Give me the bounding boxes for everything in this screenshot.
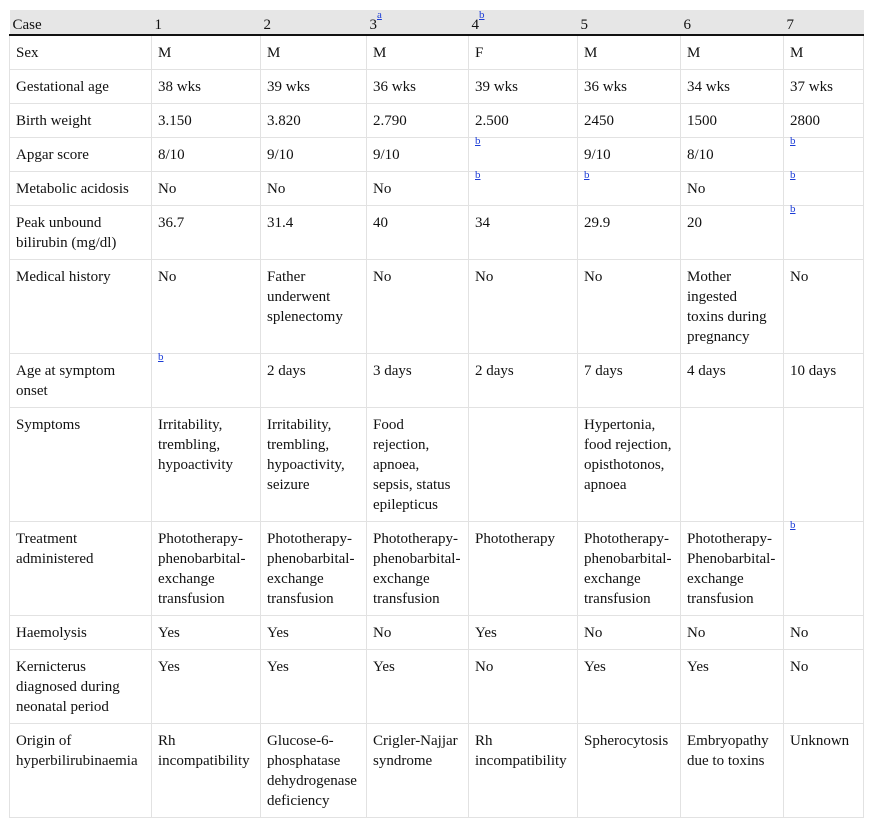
table-cell: 36.7 [152,206,261,260]
footnote-link[interactable]: b [790,203,796,215]
footnote-link[interactable]: b [475,169,481,181]
table-cell: 37 wks [784,70,864,104]
table-cell [784,519,864,616]
table-cell: 40 [367,206,469,260]
header-case-7 [784,10,864,35]
case-table-container [9,10,863,818]
table-row [10,172,864,206]
table-cell: No [578,616,681,650]
table-cell: Glucose-6-phosphatase dehydrogenase deficiency [261,724,367,818]
table-cell: Yes [367,650,469,724]
table-cell: Unknown [784,724,864,818]
table-cell: No [784,650,864,724]
table-cell [469,135,578,172]
header-case-number: 3 [369,17,377,33]
table-cell: No [681,172,784,206]
header-case-5 [578,10,681,35]
table-cell: Phototherapy [469,522,578,616]
table-cell: 4 days [681,354,784,408]
table-cell: Crigler-Najjar syndrome [367,724,469,818]
case-table [9,10,864,818]
table-body [10,35,864,818]
row-label: Haemolysis [10,616,152,650]
table-cell: 2 days [469,354,578,408]
table-cell [469,408,578,522]
row-label: Treatment administered [10,522,152,616]
table-cell [578,169,681,206]
table-row [10,408,864,522]
table-cell: M [261,35,367,70]
table-cell: M [681,35,784,70]
table-cell: Yes [469,616,578,650]
header-case-3 [367,10,469,35]
table-cell: Food rejection, apnoea, sepsis, status epilepticus [367,408,469,522]
table-cell: 8/10 [681,138,784,172]
footnote-link[interactable]: b [790,519,796,531]
table-cell: Irritability, trembling, hypoactivity [152,408,261,522]
table-cell: 31.4 [261,206,367,260]
table-cell [469,169,578,206]
table-cell: Rh incompatibility [152,724,261,818]
row-label: Metabolic acidosis [10,172,152,206]
table-cell: 3.820 [261,104,367,138]
header-case-6 [681,10,784,35]
row-label: Gestational age [10,70,152,104]
header-case-1 [152,10,261,35]
table-row [10,650,864,724]
table-cell: No [152,172,261,206]
table-cell: No [469,650,578,724]
table-cell: 2 days [261,354,367,408]
table-cell: No [784,260,864,354]
header-case-number: 6 [683,17,691,33]
table-cell: 2.500 [469,104,578,138]
table-row [10,260,864,354]
table-cell [152,351,261,408]
table-row [10,616,864,650]
row-label: Sex [10,35,152,70]
table-cell: 38 wks [152,70,261,104]
header-case-number: 5 [580,17,588,33]
table-cell: Yes [681,650,784,724]
table-cell: No [681,616,784,650]
row-label: Symptoms [10,408,152,522]
table-cell: Rh incompatibility [469,724,578,818]
header-case-number: 2 [263,17,271,33]
table-cell: 39 wks [261,70,367,104]
table-cell [784,169,864,206]
table-cell: No [367,172,469,206]
table-cell: 9/10 [578,138,681,172]
table-cell: 34 [469,206,578,260]
table-cell: 10 days [784,354,864,408]
table-cell: Yes [261,650,367,724]
table-cell: 3 days [367,354,469,408]
header-case-number: 7 [786,17,794,33]
footnote-link[interactable]: a [377,8,382,21]
table-cell: M [578,35,681,70]
table-cell: 34 wks [681,70,784,104]
header-case-4 [469,10,578,35]
table-cell: Yes [152,650,261,724]
table-cell: 2.790 [367,104,469,138]
table-row [10,206,864,260]
table-cell: 36 wks [578,70,681,104]
table-cell: Yes [152,616,261,650]
header-label: Case [10,10,152,35]
header-case-number: 1 [154,17,162,33]
table-cell: Phototherapy-phenobarbital-exchange transfusion [578,522,681,616]
footnote-link[interactable]: b [584,169,590,181]
table-cell: No [784,616,864,650]
table-cell [681,408,784,522]
table-cell: Spherocytosis [578,724,681,818]
row-label: Birth weight [10,104,152,138]
table-cell [784,408,864,522]
footnote-link[interactable]: b [475,135,481,147]
table-cell: Phototherapy-phenobarbital-exchange transfusion [367,522,469,616]
table-cell: Yes [261,616,367,650]
table-row [10,724,864,818]
table-cell: Phototherapy-Phenobarbital-exchange transfusion [681,522,784,616]
table-cell: No [261,172,367,206]
table-cell: 2450 [578,104,681,138]
table-cell: F [469,35,578,70]
table-cell: Irritability, trembling, hypoactivity, seizure [261,408,367,522]
row-label: Origin of hyperbilirubinaemia [10,724,152,818]
table-cell: 9/10 [261,138,367,172]
table-cell: 7 days [578,354,681,408]
table-header-row [10,10,864,35]
table-cell: No [578,260,681,354]
table-cell: 9/10 [367,138,469,172]
table-cell: 2800 [784,104,864,138]
row-label: Apgar score [10,138,152,172]
table-cell: Yes [578,650,681,724]
row-label: Medical history [10,260,152,354]
table-cell: No [152,260,261,354]
header-case-number: 4 [471,17,479,33]
table-cell: Mother ingested toxins during pregnancy [681,260,784,354]
table-cell: M [367,35,469,70]
table-row [10,354,864,408]
table-cell: No [367,616,469,650]
table-row [10,104,864,138]
table-row [10,138,864,172]
table-cell: No [469,260,578,354]
table-cell: 36 wks [367,70,469,104]
footnote-link[interactable]: b [479,8,485,21]
table-cell: 29.9 [578,206,681,260]
table-cell: Phototherapy-phenobarbital-exchange transfusion [152,522,261,616]
table-cell [784,203,864,260]
table-cell: 39 wks [469,70,578,104]
table-cell: Hypertonia, food rejection, opisthotonos, apnoea [578,408,681,522]
table-cell: M [152,35,261,70]
table-cell: Father underwent splenectomy [261,260,367,354]
table-cell [784,135,864,172]
table-row [10,70,864,104]
table-row [10,522,864,616]
row-label: Kernicterus diagnosed during neonatal period [10,650,152,724]
header-case-2 [261,10,367,35]
table-row [10,35,864,70]
table-cell: Phototherapy-phenobarbital-exchange transfusion [261,522,367,616]
table-cell: M [784,35,864,70]
table-cell: 8/10 [152,138,261,172]
footnote-link[interactable]: b [790,135,796,147]
table-cell: Embryopathy due to toxins [681,724,784,818]
row-label: Peak unbound bilirubin (mg/dl) [10,206,152,260]
table-cell: 20 [681,206,784,260]
table-cell: 3.150 [152,104,261,138]
table-cell: 1500 [681,104,784,138]
row-label: Age at symptom onset [10,354,152,408]
footnote-link[interactable]: b [790,169,796,181]
footnote-link[interactable]: b [158,351,164,363]
table-cell: No [367,260,469,354]
